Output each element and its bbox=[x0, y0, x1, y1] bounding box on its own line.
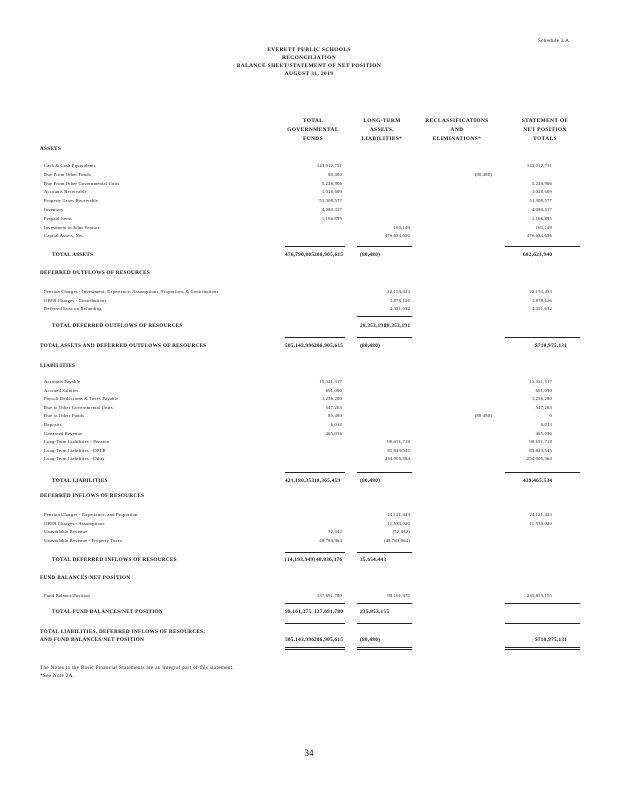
total-liabilities-c4: 439,465,534 bbox=[523, 478, 553, 484]
row-reclassifications: (80,480) bbox=[474, 413, 492, 419]
total-assets-do-c1: 505,143,996 bbox=[285, 343, 315, 349]
total-assets-c4: 682,621,940 bbox=[523, 252, 553, 258]
row-label: Property Taxes Receivable bbox=[44, 198, 99, 204]
row-governmental-funds: 547,263 bbox=[325, 404, 342, 410]
row-net-position: 51,308,577 bbox=[529, 198, 552, 204]
rule bbox=[505, 603, 580, 604]
title-line-1: EVERETT PUBLIC SCHOOLS bbox=[267, 47, 351, 53]
total-deferred-outflows-label: TOTAL DEFERRED OUTFLOWS OF RESOURCES bbox=[52, 323, 183, 329]
double-rule bbox=[357, 647, 412, 650]
row-net-position: 4,080,417 bbox=[531, 207, 552, 212]
rule bbox=[505, 337, 580, 338]
row-label: Accrued Salaries bbox=[44, 387, 79, 393]
double-rule bbox=[505, 647, 580, 650]
row-governmental-funds: 48,783,964 bbox=[319, 537, 342, 543]
row-label: Due From Other Governmental Units bbox=[44, 180, 120, 186]
row-label: Long-Term Liabilities - Other bbox=[44, 456, 105, 462]
col3-head-3: ELIMINATIONS* bbox=[432, 136, 482, 142]
title-line-4: AUGUST 31, 2019 bbox=[284, 71, 334, 77]
total-assets-do-label: TOTAL ASSETS AND DEFERRED OUTFLOWS OF RESOURCES bbox=[40, 343, 207, 349]
grand-total-label-1: TOTAL LIABILITIES, DEFERRED INFLOWS OF RESOURCES, bbox=[40, 629, 205, 635]
total-assets-c3: (80,480) bbox=[360, 252, 381, 258]
row-net-position: 4,321,632 bbox=[531, 306, 552, 311]
row-net-position: 90,651,718 bbox=[529, 439, 552, 445]
col1-head-3: FUNDS bbox=[303, 136, 323, 142]
total-fund-label: TOTAL FUND BALANCES/NET POSITION bbox=[52, 609, 163, 615]
row-net-position: 22,153,433 bbox=[529, 289, 552, 294]
row-net-position: 254,005,364 bbox=[526, 456, 552, 462]
row-net-position: 15,321,317 bbox=[529, 379, 552, 384]
row-label: Pension Charges - Investment, Experience, Assumptions, Proportion, & Contributions bbox=[44, 289, 219, 294]
row-governmental-funds: 4,080,417 bbox=[321, 207, 342, 212]
row-long-term: 85,823,545 bbox=[387, 447, 410, 453]
col4-head-3: TOTALS bbox=[533, 136, 557, 142]
col2-head-2: ASSETS, bbox=[369, 127, 395, 133]
rule bbox=[285, 552, 345, 553]
col4-head-1: STATEMENT OF bbox=[521, 118, 569, 124]
rule bbox=[357, 552, 412, 553]
notes-line-2: *See Note 2A. bbox=[40, 673, 75, 679]
row-label: Inventory bbox=[44, 207, 64, 212]
row-label: Payroll Deductions & Taxes Payable bbox=[44, 396, 119, 402]
grand-total-c4: $710,975,131 bbox=[535, 637, 568, 643]
rule bbox=[357, 603, 412, 604]
row-governmental-funds: 5,226,906 bbox=[321, 180, 342, 186]
row-label: Long-Term Liabilities - Pension bbox=[44, 439, 110, 445]
row-long-term: 24,121,423 bbox=[387, 512, 410, 517]
row-governmental-funds: 143,012,731 bbox=[316, 163, 342, 168]
total-deferred-inflows-c1: (14,193,949) bbox=[285, 557, 316, 563]
rule bbox=[285, 472, 345, 473]
row-label: Cash & Cash Equivalents bbox=[44, 163, 96, 168]
row-label: Unavailable Revenue - Property Taxes bbox=[44, 537, 122, 543]
row-label: Accounts Payable bbox=[44, 379, 81, 384]
row-governmental-funds: 137,691,780 bbox=[316, 593, 342, 598]
row-net-position: 465,036 bbox=[535, 430, 552, 436]
rule bbox=[285, 246, 345, 247]
col1-head-1: TOTAL bbox=[302, 118, 324, 124]
row-label: Deposits bbox=[44, 422, 62, 427]
row-long-term: 254,005,364 bbox=[384, 456, 410, 462]
rule bbox=[357, 623, 412, 624]
total-fund-c2: 235,853,155 bbox=[360, 609, 390, 615]
grand-total-c1b: 206,905,615 bbox=[314, 637, 344, 643]
title-line-2: RECONCILIATION bbox=[281, 55, 337, 61]
row-long-term: 11,533,020 bbox=[387, 520, 410, 526]
row-net-position: 5,226,906 bbox=[531, 180, 552, 186]
row-net-position: 0 bbox=[549, 413, 552, 419]
rule bbox=[357, 246, 412, 247]
row-label: Investment in Joint Venture bbox=[44, 224, 100, 230]
rule bbox=[285, 603, 345, 604]
row-label: Unearned Revenue bbox=[44, 430, 83, 436]
section-deferred-inflows: DEFERRED INFLOWS OF RESOURCES bbox=[40, 493, 145, 499]
schedule-label: Schedule 3 A bbox=[538, 38, 570, 44]
row-long-term: (52,442) bbox=[392, 529, 410, 534]
row-governmental-funds: 691,090 bbox=[325, 387, 342, 393]
title-line-3: BALANCE SHEET/STATEMENT OF NET POSITION bbox=[236, 63, 382, 69]
total-deferred-outflows-c2: 28,353,191 bbox=[360, 323, 387, 329]
row-reclassifications: (80,480) bbox=[474, 171, 492, 177]
total-assets-c1b: 206,905,615 bbox=[314, 252, 344, 258]
row-net-position: 235,853,155 bbox=[526, 593, 552, 598]
col3-head-1: RECLASSIFICATIONS bbox=[425, 118, 489, 124]
row-governmental-funds: 465,036 bbox=[325, 430, 342, 436]
total-liabilities-c1b: 18,365,459 bbox=[314, 478, 341, 484]
row-label: Pension Charges - Experience, and Proportion bbox=[44, 512, 138, 517]
row-label: Deferred Loss on Refunding bbox=[44, 306, 102, 311]
total-liabilities-c1: 421,180,353 bbox=[285, 478, 315, 484]
col2-head-1: LONG-TERM bbox=[363, 118, 401, 124]
row-net-position: 11,533,020 bbox=[529, 520, 552, 526]
row-label: Accounts Receivable bbox=[44, 189, 87, 195]
rule bbox=[285, 623, 345, 624]
row-label: Due to Other Governmental Units bbox=[44, 404, 113, 410]
double-rule bbox=[285, 647, 345, 650]
section-liabilities: LIABILITIES bbox=[40, 363, 76, 369]
row-long-term: 1,878,126 bbox=[389, 297, 410, 303]
rule bbox=[285, 337, 345, 338]
rule bbox=[505, 472, 580, 473]
row-label: OPEB Charges - Assumptions bbox=[44, 520, 105, 526]
section-fund-balances: FUND BALANCES/NET POSITION bbox=[40, 575, 131, 581]
total-fund-c1b: 137,691,780 bbox=[314, 609, 344, 615]
total-assets-label: TOTAL ASSETS bbox=[52, 252, 94, 258]
notes-line-1: The Notes to the Basic Financial Statements are an integral part of this statement. bbox=[40, 665, 235, 671]
col2-head-3: LIABILITIES* bbox=[361, 136, 403, 142]
rule bbox=[357, 337, 412, 338]
col1-head-2: GOVERNMENTAL bbox=[287, 127, 339, 133]
row-governmental-funds: 1,166,895 bbox=[321, 215, 342, 221]
row-net-position: 1,256,280 bbox=[531, 396, 552, 402]
row-net-position: 547,263 bbox=[535, 404, 552, 410]
col3-head-2: AND bbox=[450, 127, 464, 133]
row-net-position: 1,028,609 bbox=[531, 189, 552, 195]
row-long-term: 90,651,718 bbox=[387, 439, 410, 445]
total-deferred-inflows-label: TOTAL DEFERRED INFLOWS OF RESOURCES bbox=[52, 557, 177, 563]
row-label: Due to Other Funds bbox=[44, 413, 84, 419]
rule bbox=[505, 623, 580, 624]
total-liabilities-label: TOTAL LIABILITIES bbox=[52, 478, 108, 484]
row-label: Fund Balance/Position bbox=[44, 593, 90, 598]
section-deferred-outflows: DEFERRED OUTFLOWS OF RESOURCES bbox=[40, 270, 151, 276]
grand-total-c1: 505,143,996 bbox=[285, 637, 315, 643]
row-governmental-funds: 6,013 bbox=[330, 422, 342, 427]
row-net-position: 163,149 bbox=[535, 224, 552, 230]
row-net-position: 1,166,895 bbox=[531, 215, 552, 221]
total-fund-c1: 98,161,375 bbox=[285, 609, 312, 615]
row-label: Prepaid Items bbox=[44, 215, 72, 221]
total-liabilities-c3: (80,480) bbox=[360, 478, 381, 484]
grand-total-label-2: AND FUND BALANCES/NET POSITION bbox=[40, 637, 145, 643]
row-governmental-funds: 1,028,609 bbox=[321, 189, 342, 195]
row-net-position: 6,013 bbox=[540, 422, 552, 427]
total-deferred-inflows-c1b: 48,836,376 bbox=[316, 557, 343, 563]
row-net-position: 476,634,656 bbox=[526, 233, 552, 239]
row-long-term: 22,153,433 bbox=[387, 289, 410, 294]
row-net-position: 691,090 bbox=[535, 387, 552, 393]
row-net-position: 85,823,545 bbox=[529, 447, 552, 453]
row-net-position: 143,012,731 bbox=[526, 163, 552, 168]
row-long-term: 98,161,375 bbox=[387, 593, 410, 598]
total-assets-do-c3: (80,480) bbox=[360, 343, 381, 349]
grand-total-c3: (80,480) bbox=[360, 637, 381, 643]
row-governmental-funds: 80,480 bbox=[328, 171, 342, 177]
total-deferred-outflows-c4: 28,353,191 bbox=[384, 323, 411, 329]
row-governmental-funds: 1,256,280 bbox=[321, 396, 342, 402]
row-governmental-funds: 51,308,577 bbox=[319, 198, 342, 204]
total-deferred-inflows-c2: 35,654,443 bbox=[360, 557, 387, 563]
row-label: Unavailable Revenue bbox=[44, 529, 88, 534]
rule bbox=[505, 246, 580, 247]
row-net-position: 24,121,423 bbox=[529, 512, 552, 517]
section-assets: ASSETS bbox=[40, 146, 62, 152]
row-label: Long-Term Liabilities - OPEB bbox=[44, 447, 106, 453]
total-assets-do-c4: $710,975,131 bbox=[535, 343, 568, 349]
row-long-term: 163,149 bbox=[393, 224, 410, 230]
row-governmental-funds: 52,442 bbox=[328, 529, 342, 534]
row-label: Capital Assets, Net bbox=[44, 233, 83, 239]
rule bbox=[357, 316, 412, 317]
col4-head-2: NET POSITION bbox=[523, 127, 567, 133]
row-long-term: (48,783,964) bbox=[383, 537, 410, 543]
row-governmental-funds: 80,480 bbox=[328, 413, 342, 419]
total-assets-do-c1b: 206,905,615 bbox=[314, 343, 344, 349]
rule bbox=[357, 472, 412, 473]
row-net-position: 1,878,126 bbox=[531, 297, 552, 303]
page-number: 34 bbox=[304, 748, 314, 758]
row-label: Due From Other Funds bbox=[44, 171, 91, 177]
total-assets-c1: 476,790,805 bbox=[285, 252, 315, 258]
row-label: OPEB Charges - Contributions bbox=[44, 297, 107, 303]
row-long-term: 4,321,632 bbox=[389, 306, 410, 311]
row-long-term: 476,634,656 bbox=[384, 233, 410, 239]
row-governmental-funds: 15,321,317 bbox=[319, 379, 342, 384]
